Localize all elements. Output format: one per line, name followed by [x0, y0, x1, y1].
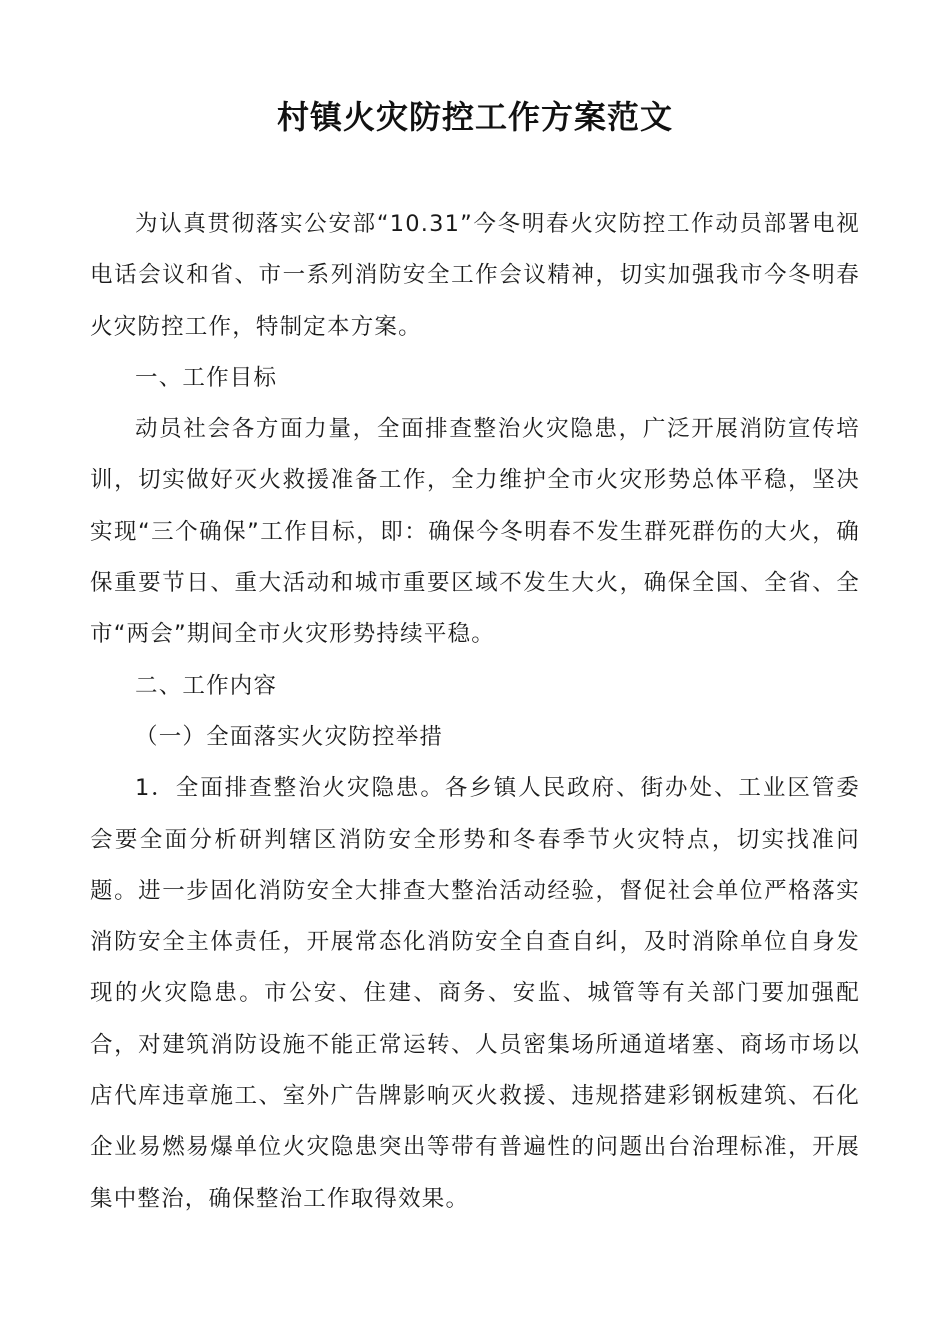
document-title: 村镇火灾防控工作方案范文	[276, 98, 673, 136]
document-body	[90, 199, 860, 1225]
intro-paragraph: 为认真贯彻落实公安部“10.31”今冬明春火灾防控工作动员部署电视电话会议和省、市一系列消防安全工作会议精神，切实加强我市今冬明春火灾防控工作，特制定本方案。	[90, 211, 860, 340]
section-heading-content: 二、工作内容	[135, 672, 278, 699]
section-heading-goals: 一、工作目标	[135, 364, 278, 391]
item-1-paragraph: 1．全面排查整治火灾隐患。各乡镇人民政府、街办处、工业区管委会要全面分析研判辖区消防安全形势和冬春季节火灾特点，切实找准问题。进一步固化消防安全大排查大整治活动经验，督促社会单位严格落实消防安全主体责任，开展常态化消防安全自查自纠，及时消除单位自身发现的火灾隐患。市公安、住建、商务、安监、城管等有关部门要加强配合，对建筑消防设施不能正常运转、人员密集场所通道堵塞、商场市场以店代库违章施工、室外广告牌影响灭火救援、违规搭建彩钢板建筑、石化企业易燃易爆单位火灾隐患突出等带有普遍性的问题出台治理标准，开展集中整治，确保整治工作取得效果。	[90, 775, 860, 1212]
subsection-heading: （一）全面落实火灾防控举措	[135, 723, 444, 750]
goals-paragraph: 动员社会各方面力量，全面排查整治火灾隐患，广泛开展消防宣传培训，切实做好灭火救援准备工作，全力维护全市火灾形势总体平稳，坚决实现“三个确保”工作目标，即：确保今冬明春不发生群死群伤的大火，确保重要节日、重大活动和城市重要区域不发生大火，确保全国、全省、全市“两会”期间全市火灾形势持续平稳。	[90, 416, 860, 648]
